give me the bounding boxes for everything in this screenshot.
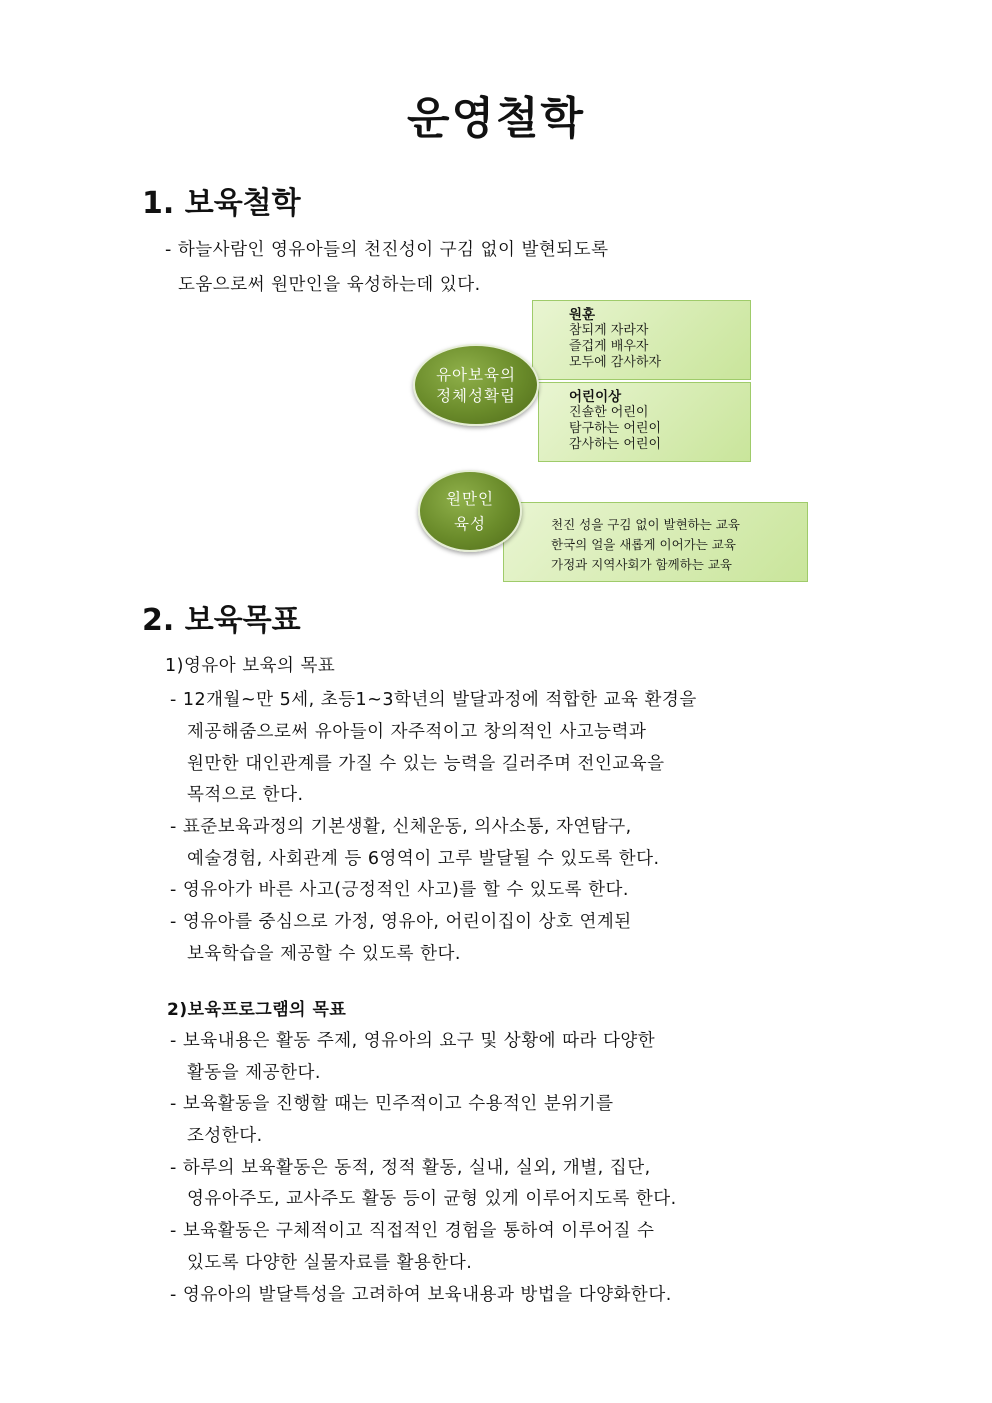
wonmanin-oval-line: 육성 [454, 515, 486, 533]
program-line: - 보육활동은 구체적이고 직접적인 경험을 통하여 이루어질 수 [170, 1221, 655, 1241]
goal-line: - 영유아를 중심으로 가정, 영유아, 어린이집이 상호 연계된 [170, 912, 632, 932]
identity-oval-line: 정체성확립 [436, 387, 516, 405]
subsection2-title: 2)보육프로그램의 목표 [167, 1000, 347, 1020]
child-ideal-heading: 어린이상 [569, 389, 622, 405]
section1-line: 도움으로써 원만인을 육성하는데 있다. [178, 275, 481, 295]
motto-item: 즐겁게 배우자 [569, 339, 649, 354]
motto-item: 참되게 자라자 [569, 323, 649, 338]
motto-box [532, 300, 751, 380]
goal-line: 예술경험, 사회관계 등 6영역이 고루 발달될 수 있도록 한다. [187, 849, 660, 869]
program-line: - 하루의 보육활동은 동적, 정적 활동, 실내, 실외, 개별, 집단, [170, 1158, 651, 1178]
education-item: 천진 성을 구김 없이 발현하는 교육 [551, 517, 740, 532]
identity-oval-line: 유아보육의 [436, 366, 516, 384]
program-line: 있도록 다양한 실물자료를 활용한다. [187, 1253, 473, 1273]
wonmanin-oval [418, 470, 522, 552]
child-ideal-box [538, 382, 751, 462]
goal-line: - 12개월~만 5세, 초등1~3학년의 발달과정에 적합한 교육 환경을 [170, 690, 697, 710]
goal-line: 제공해줌으로써 유아들이 자주적이고 창의적인 사고능력과 [187, 722, 647, 742]
education-item: 가정과 지역사회가 함께하는 교육 [551, 557, 732, 572]
section2-heading: 2. 보육목표 [142, 603, 301, 638]
program-line: 영유아주도, 교사주도 활동 등이 균형 있게 이루어지도록 한다. [187, 1189, 677, 1209]
goal-line: - 표준보육과정의 기본생활, 신체운동, 의사소통, 자연탐구, [170, 817, 632, 837]
goal-line: - 영유아가 바른 사고(긍정적인 사고)를 할 수 있도록 한다. [170, 880, 629, 900]
program-line: - 영유아의 발달특성을 고려하여 보육내용과 방법을 다양화한다. [170, 1285, 672, 1305]
goal-line: 보육학습을 제공할 수 있도록 한다. [187, 944, 461, 964]
section1-line: - 하늘사람인 영유아들의 천진성이 구김 없이 발현되도록 [165, 240, 609, 260]
education-item: 한국의 얼을 새롭게 이어가는 교육 [551, 537, 736, 552]
child-ideal-item: 탐구하는 어린이 [569, 421, 662, 436]
program-line: - 보육활동을 진행할 때는 민주적이고 수용적인 분위기를 [170, 1094, 614, 1114]
child-ideal-item: 감사하는 어린이 [569, 437, 662, 452]
child-ideal-item: 진솔한 어린이 [569, 405, 649, 420]
motto-item: 모두에 감사하자 [569, 355, 662, 370]
education-box [503, 502, 808, 582]
motto-heading: 원훈 [569, 307, 596, 323]
goal-line: 목적으로 한다. [187, 785, 304, 805]
section1-heading: 1. 보육철학 [142, 186, 301, 221]
program-line: 활동을 제공한다. [187, 1063, 321, 1083]
page-title: 운영철학 [406, 93, 585, 144]
identity-oval [413, 344, 539, 426]
goal-line: 원만한 대인관계를 가질 수 있는 능력을 길러주며 전인교육을 [187, 754, 665, 774]
subsection1-title: 1)영유아 보육의 목표 [165, 656, 336, 676]
program-line: - 보육내용은 활동 주제, 영유아의 요구 및 상황에 따라 다양한 [170, 1031, 656, 1051]
program-line: 조성한다. [187, 1126, 263, 1146]
wonmanin-oval-line: 원만인 [446, 490, 494, 508]
